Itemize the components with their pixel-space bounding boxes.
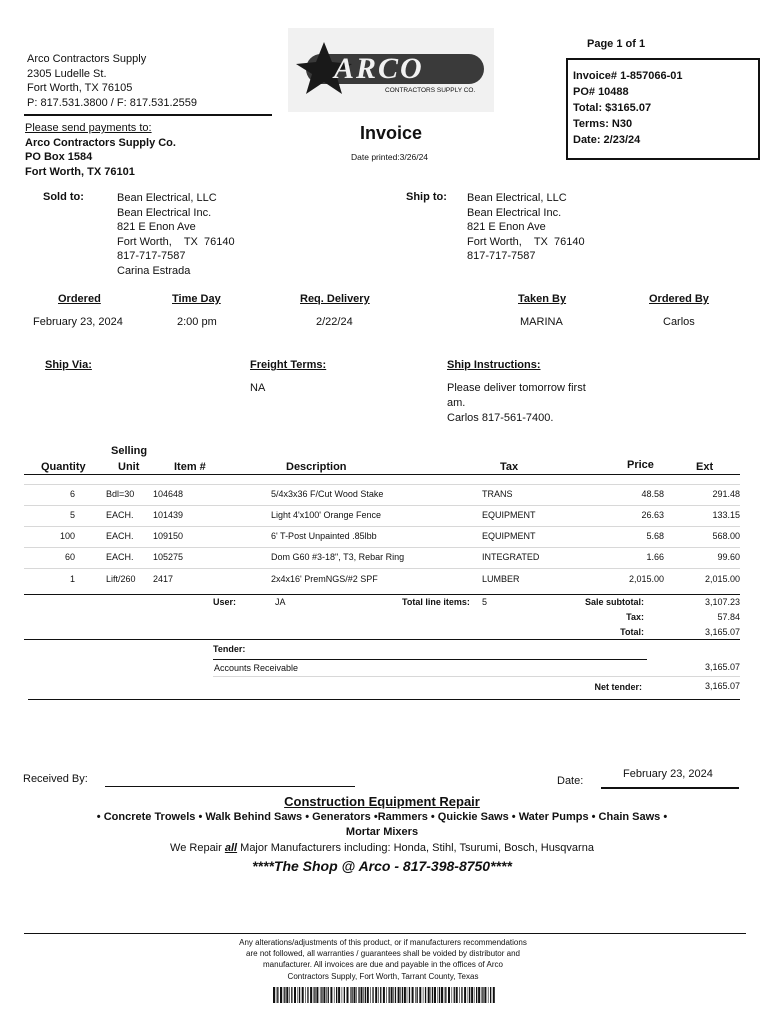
barcode-bar bbox=[313, 987, 314, 1003]
date-line bbox=[601, 787, 739, 789]
barcode-bar bbox=[456, 987, 458, 1003]
row-divider bbox=[24, 547, 740, 548]
time-day-label: Time Day bbox=[172, 293, 221, 305]
col-header-description: Description bbox=[286, 461, 347, 473]
sold-to-label: Sold to: bbox=[43, 191, 84, 203]
barcode-bar bbox=[342, 987, 343, 1003]
payment-po-box: PO Box 1584 bbox=[25, 151, 93, 163]
barcode-bar bbox=[409, 987, 410, 1003]
net-tender-label: Net tender: bbox=[594, 682, 642, 692]
sold-to-line: Bean Electrical, LLC bbox=[117, 192, 217, 204]
barcode-bar bbox=[407, 987, 408, 1003]
table-row bbox=[0, 574, 768, 588]
table-row bbox=[0, 531, 768, 545]
barcode-bar bbox=[438, 987, 439, 1003]
ordered-by-label: Ordered By bbox=[649, 293, 709, 305]
ordered-value: February 23, 2024 bbox=[33, 316, 123, 328]
barcode-bar bbox=[432, 987, 433, 1003]
barcode-bar bbox=[367, 987, 369, 1003]
sold-to-line: Fort Worth, TX 76140 bbox=[117, 235, 235, 248]
barcode-bar bbox=[398, 987, 400, 1003]
disclaimer-line: manufacturer. All invoices are due and payable in the offices of Arco bbox=[263, 960, 503, 970]
invoice-date: Date: 2/23/24 bbox=[573, 134, 641, 146]
barcode bbox=[273, 987, 495, 1003]
arco-logo bbox=[288, 28, 494, 112]
logo-subtext: CONTRACTORS SUPPLY CO. bbox=[385, 87, 476, 94]
barcode-bar bbox=[314, 987, 315, 1003]
invoice-terms: Terms: N30 bbox=[573, 118, 633, 130]
col-header-unit: Unit bbox=[118, 461, 140, 473]
ordered-by-value: Carlos bbox=[663, 316, 695, 328]
barcode-bar bbox=[305, 987, 306, 1003]
col-header-price: Price bbox=[627, 459, 654, 471]
col-header-item: Item # bbox=[174, 461, 206, 473]
cell-tax: LUMBER bbox=[482, 574, 520, 584]
barcode-bar bbox=[431, 987, 432, 1003]
barcode-bar bbox=[423, 987, 424, 1003]
cell-price: 1.66 bbox=[646, 552, 664, 562]
barcode-bar bbox=[326, 987, 327, 1003]
ship-instructions-label: Ship Instructions: bbox=[447, 359, 541, 371]
cell-ext: 2,015.00 bbox=[704, 574, 740, 584]
star-logo-icon bbox=[288, 28, 494, 112]
barcode-bar bbox=[299, 987, 300, 1003]
barcode-bar bbox=[469, 987, 470, 1003]
summary-rule bbox=[24, 639, 740, 640]
req-delivery-label: Req. Delivery bbox=[300, 293, 370, 305]
barcode-bar bbox=[351, 987, 352, 1003]
cell-unit: EACH. bbox=[106, 510, 134, 520]
barcode-bar bbox=[415, 987, 416, 1003]
barcode-bar bbox=[344, 987, 345, 1003]
page-title: Invoice bbox=[360, 123, 423, 143]
barcode-bar bbox=[488, 987, 489, 1003]
shop-phone: ****The Shop @ Arco - 817-398-8750**** bbox=[252, 858, 512, 874]
date-printed: Date printed:3/26/24 bbox=[351, 152, 429, 162]
ship-to-label: Ship to: bbox=[406, 191, 447, 203]
cell-ext: 133.15 bbox=[712, 510, 740, 520]
cell-description: Light 4'x100' Orange Fence bbox=[271, 510, 382, 520]
payment-label: Please send payments to: bbox=[25, 122, 152, 134]
cell-description: 5/4x3x36 F/Cut Wood Stake bbox=[271, 489, 384, 499]
barcode-bar bbox=[372, 987, 373, 1003]
barcode-bar bbox=[375, 987, 377, 1003]
total-label: Total: bbox=[620, 627, 644, 637]
received-date-value: February 23, 2024 bbox=[623, 768, 713, 780]
tax-value: 57.84 bbox=[717, 612, 740, 622]
barcode-bar bbox=[330, 987, 332, 1003]
cell-unit: EACH. bbox=[106, 552, 134, 562]
net-tender-value: 3,165.07 bbox=[704, 681, 740, 691]
ship-to-line: 821 E Enon Ave bbox=[467, 221, 546, 233]
tender-row-divider bbox=[213, 676, 740, 677]
row-divider bbox=[24, 505, 740, 506]
barcode-bar bbox=[478, 987, 480, 1003]
taken-by-value: MARINA bbox=[520, 316, 563, 328]
barcode-bar bbox=[481, 987, 482, 1003]
company-city: Fort Worth, TX 76105 bbox=[27, 82, 133, 94]
barcode-bar bbox=[302, 987, 304, 1003]
cell-tax: EQUIPMENT bbox=[482, 531, 536, 541]
repair-manufacturers bbox=[24, 842, 740, 854]
ship-via-label: Ship Via: bbox=[45, 359, 92, 371]
user-value: JA bbox=[275, 597, 286, 607]
row-divider bbox=[24, 526, 740, 527]
cell-description: Dom G60 #3-18", T3, Rebar Ring bbox=[271, 552, 405, 562]
barcode-bar bbox=[425, 987, 426, 1003]
barcode-bar bbox=[328, 987, 329, 1003]
ship-to-line: Bean Electrical Inc. bbox=[467, 206, 562, 219]
ship-instructions-line: am. bbox=[447, 397, 466, 409]
barcode-bar bbox=[464, 987, 466, 1003]
barcode-bar bbox=[393, 987, 394, 1003]
barcode-bar bbox=[476, 987, 477, 1003]
barcode-bar bbox=[273, 987, 275, 1003]
disclaimer bbox=[0, 937, 766, 982]
barcode-bar bbox=[402, 987, 403, 1003]
received-by-label: Received By: bbox=[23, 773, 88, 785]
ship-instructions-line: Please deliver tomorrow first bbox=[447, 382, 586, 394]
barcode-bar bbox=[404, 987, 406, 1003]
cell-unit: EACH. bbox=[106, 531, 134, 541]
repair-text: Major Manufacturers including: Honda, Stihl, Tsurumi, Bosch, Husqvarna bbox=[237, 842, 594, 854]
repair-text: We Repair bbox=[170, 842, 225, 854]
barcode-bar bbox=[439, 987, 440, 1003]
payment-city: Fort Worth, TX 76101 bbox=[25, 165, 135, 178]
barcode-bar bbox=[276, 987, 277, 1003]
cell-tax: EQUIPMENT bbox=[482, 510, 536, 520]
cell-ext: 568.00 bbox=[712, 531, 740, 541]
repair-list-cont: Mortar Mixers bbox=[345, 826, 419, 838]
barcode-bar bbox=[380, 987, 381, 1003]
barcode-bar bbox=[334, 987, 335, 1003]
barcode-bar bbox=[298, 987, 299, 1003]
sold-to-line: 817-717-7587 bbox=[117, 250, 186, 262]
cell-item: 105275 bbox=[153, 552, 184, 562]
disclaimer-line: Contractors Supply, Fort Worth, Tarrant County, Texas bbox=[287, 971, 479, 981]
barcode-bar bbox=[321, 987, 322, 1003]
barcode-bar bbox=[383, 987, 385, 1003]
freight-terms-label: Freight Terms: bbox=[250, 359, 327, 371]
barcode-bar bbox=[378, 987, 379, 1003]
invoice-summary-box bbox=[566, 58, 760, 160]
table-bottom-rule bbox=[24, 594, 740, 595]
barcode-bar bbox=[320, 987, 321, 1003]
company-address bbox=[27, 52, 197, 110]
barcode-bar bbox=[280, 987, 282, 1003]
tax-label: Tax: bbox=[626, 612, 644, 622]
barcode-bar bbox=[417, 987, 418, 1003]
barcode-bar bbox=[419, 987, 421, 1003]
subtotal-label: Sale subtotal: bbox=[584, 597, 644, 607]
ship-instructions bbox=[447, 381, 586, 426]
page-number: Page 1 of 1 bbox=[587, 38, 646, 50]
cell-qty: 60 bbox=[64, 552, 75, 562]
barcode-bar bbox=[454, 987, 455, 1003]
cell-description: 6' T-Post Unpainted .85lbb bbox=[271, 531, 377, 541]
ship-to-line: 817-717-7587 bbox=[467, 250, 536, 262]
disclaimer-line: Any alterations/adjustments of this product, or if manufacturers recommendations bbox=[239, 938, 527, 947]
sold-to-line: Bean Electrical Inc. bbox=[117, 206, 212, 219]
invoice-total: Total: $3165.07 bbox=[573, 102, 652, 114]
barcode-bar bbox=[323, 987, 325, 1003]
freight-terms-value: NA bbox=[250, 382, 266, 394]
barcode-bar bbox=[354, 987, 356, 1003]
barcode-bar bbox=[459, 987, 460, 1003]
cell-qty: 100 bbox=[59, 531, 75, 541]
tender-label: Tender: bbox=[213, 644, 246, 654]
barcode-bar bbox=[370, 987, 371, 1003]
barcode-bar bbox=[482, 987, 483, 1003]
col-header-ext: Ext bbox=[696, 461, 714, 473]
barcode-bar bbox=[428, 987, 430, 1003]
barcode-bar bbox=[347, 987, 349, 1003]
barcode-bar bbox=[310, 987, 312, 1003]
barcode-bar bbox=[474, 987, 475, 1003]
barcode-bar bbox=[361, 987, 363, 1003]
payment-address bbox=[25, 121, 176, 179]
barcode-bar bbox=[277, 987, 278, 1003]
ship-to-address bbox=[467, 191, 585, 264]
barcode-bar bbox=[358, 987, 359, 1003]
barcode-bar bbox=[350, 987, 351, 1003]
barcode-bar bbox=[356, 987, 357, 1003]
barcode-bar bbox=[307, 987, 308, 1003]
table-row bbox=[0, 510, 768, 524]
barcode-bar bbox=[484, 987, 486, 1003]
ordered-label: Ordered bbox=[58, 293, 101, 305]
barcode-bar bbox=[286, 987, 288, 1003]
barcode-bar bbox=[448, 987, 450, 1003]
cell-tax: INTEGRATED bbox=[482, 552, 540, 562]
cell-ext: 291.48 bbox=[712, 489, 740, 499]
barcode-bar bbox=[284, 987, 285, 1003]
cell-tax: TRANS bbox=[482, 489, 513, 499]
ship-instructions-line: Carlos 817-561-7400. bbox=[447, 412, 554, 424]
sold-to-address bbox=[117, 191, 235, 278]
barcode-bar bbox=[338, 987, 340, 1003]
barcode-bar bbox=[468, 987, 469, 1003]
barcode-bar bbox=[389, 987, 390, 1003]
table-header-rule bbox=[24, 474, 740, 475]
barcode-bar bbox=[444, 987, 445, 1003]
repair-list: • Concrete Trowels • Walk Behind Saws • Generators •Rammers • Quickie Saws • Water Pumps • Chain Saws • bbox=[96, 811, 668, 823]
po-number: PO# 10488 bbox=[573, 86, 629, 98]
barcode-bar bbox=[289, 987, 290, 1003]
tender-rule bbox=[213, 659, 647, 660]
barcode-bar bbox=[365, 987, 366, 1003]
invoice-number: Invoice# 1-857066-01 bbox=[573, 70, 683, 82]
barcode-bar bbox=[316, 987, 318, 1003]
barcode-bar bbox=[434, 987, 436, 1003]
cell-ext: 99.60 bbox=[717, 552, 740, 562]
barcode-bar bbox=[400, 987, 401, 1003]
table-row bbox=[0, 552, 768, 566]
ship-to-line: Fort Worth, TX 76140 bbox=[467, 235, 585, 248]
col-header-tax: Tax bbox=[500, 461, 519, 473]
barcode-bar bbox=[391, 987, 393, 1003]
cell-qty: 6 bbox=[69, 489, 75, 499]
tender-bottom-rule bbox=[28, 699, 740, 700]
barcode-bar bbox=[283, 987, 284, 1003]
sold-to-line: 821 E Enon Ave bbox=[117, 221, 196, 233]
barcode-bar bbox=[493, 987, 495, 1003]
req-delivery-value: 2/22/24 bbox=[316, 316, 353, 328]
logo-text: ARCO bbox=[334, 52, 424, 85]
barcode-bar bbox=[471, 987, 473, 1003]
disclaimer-line: are not followed, all warranties / guarantees shall be voided by distributor and bbox=[246, 949, 520, 959]
cell-unit: Lift/260 bbox=[106, 574, 136, 584]
footer-rule bbox=[24, 933, 746, 934]
barcode-bar bbox=[336, 987, 337, 1003]
company-name: Arco Contractors Supply bbox=[27, 53, 147, 65]
signature-line bbox=[105, 786, 355, 787]
barcode-bar bbox=[386, 987, 387, 1003]
cell-item: 101439 bbox=[153, 510, 184, 520]
barcode-bar bbox=[412, 987, 414, 1003]
table-row bbox=[0, 489, 768, 503]
cell-price: 26.63 bbox=[641, 510, 664, 520]
repair-all-emphasis: all bbox=[224, 842, 238, 854]
company-phone-fax: P: 817.531.3800 / F: 817.531.2559 bbox=[27, 96, 198, 109]
barcode-bar bbox=[291, 987, 292, 1003]
user-label: User: bbox=[213, 597, 237, 607]
tender-amount: 3,165.07 bbox=[704, 662, 740, 672]
line-items-label: Total line items: bbox=[402, 597, 470, 607]
barcode-bar bbox=[441, 987, 443, 1003]
barcode-bar bbox=[461, 987, 462, 1003]
barcode-bar bbox=[490, 987, 491, 1003]
col-header-quantity: Quantity bbox=[41, 461, 86, 473]
cell-qty: 5 bbox=[69, 510, 75, 520]
cell-qty: 1 bbox=[69, 574, 75, 584]
barcode-bar bbox=[395, 987, 396, 1003]
divider bbox=[24, 114, 272, 116]
received-date-label: Date: bbox=[557, 775, 584, 787]
company-street: 2305 Ludelle St. bbox=[27, 67, 107, 80]
row-divider bbox=[24, 568, 740, 569]
repair-title: Construction Equipment Repair bbox=[284, 794, 480, 809]
cell-item: 104648 bbox=[153, 489, 184, 499]
total-value: 3,165.07 bbox=[704, 627, 740, 637]
ship-to-line: Bean Electrical, LLC bbox=[467, 192, 567, 204]
cell-price: 2,015.00 bbox=[628, 574, 664, 584]
sold-to-line: Carina Estrada bbox=[117, 264, 191, 277]
cell-item: 2417 bbox=[153, 574, 174, 584]
col-header-selling: Selling bbox=[111, 445, 148, 457]
payment-name: Arco Contractors Supply Co. bbox=[25, 136, 176, 149]
cell-price: 48.58 bbox=[641, 489, 664, 499]
tender-method: Accounts Receivable bbox=[214, 663, 299, 673]
taken-by-label: Taken By bbox=[518, 293, 567, 305]
row-divider bbox=[24, 484, 740, 485]
time-day-value: 2:00 pm bbox=[177, 316, 217, 328]
line-items-value: 5 bbox=[482, 597, 488, 607]
cell-unit: Bdl=30 bbox=[106, 489, 135, 499]
barcode-bar bbox=[452, 987, 453, 1003]
cell-price: 5.68 bbox=[646, 531, 664, 541]
barcode-bar bbox=[363, 987, 364, 1003]
barcode-bar bbox=[445, 987, 446, 1003]
barcode-bar bbox=[294, 987, 296, 1003]
cell-item: 109150 bbox=[153, 531, 184, 541]
subtotal-value: 3,107.23 bbox=[704, 597, 740, 607]
cell-description: 2x4x16' PremNGS/#2 SPF bbox=[271, 574, 378, 584]
